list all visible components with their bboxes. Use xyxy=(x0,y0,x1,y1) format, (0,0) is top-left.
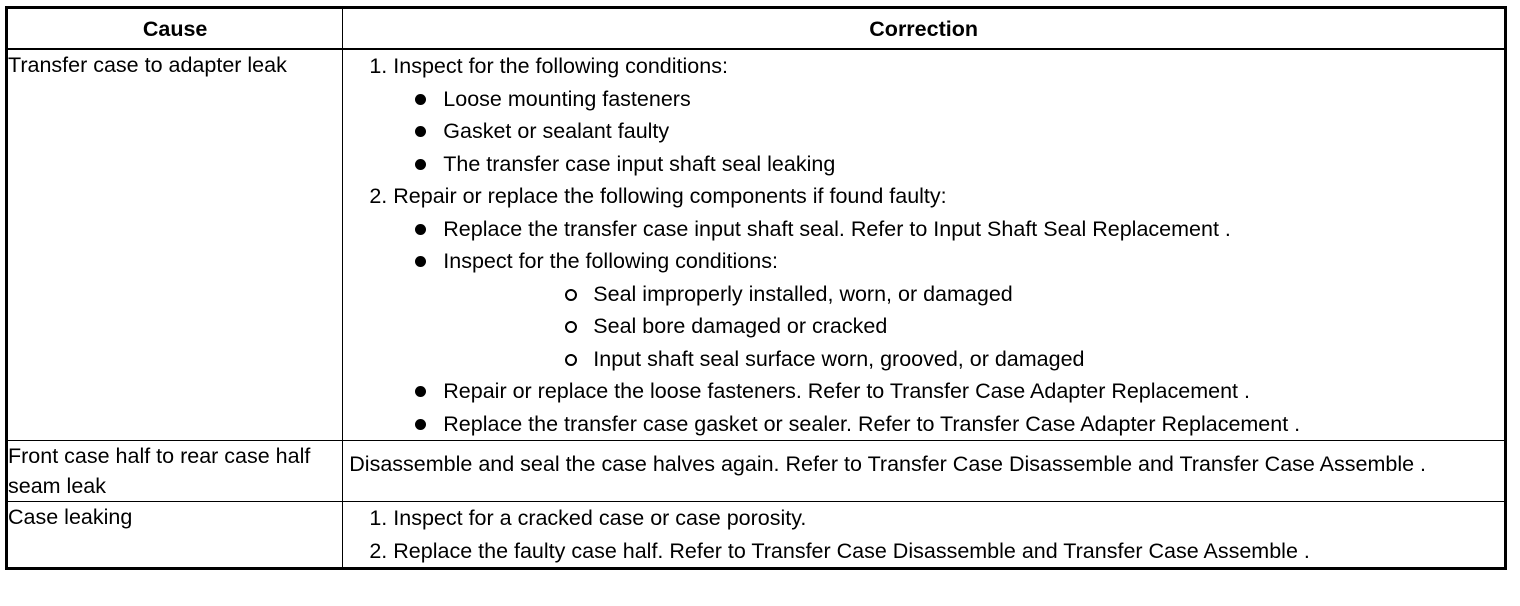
sub-bullet-text: Seal bore damaged or cracked xyxy=(593,314,888,338)
step-text: Repair or replace the following components if found faulty: xyxy=(393,184,947,208)
filled-bullet-icon xyxy=(415,419,426,430)
sub-bullet-text: Seal improperly installed, worn, or damaged xyxy=(593,281,1013,306)
sub-bullet-text: Input shaft seal surface worn, grooved, or damaged xyxy=(593,346,1085,371)
diagnostic-table xyxy=(5,6,1507,570)
bullet-item xyxy=(343,245,1504,375)
step-text: Replace the faulty case half. Refer to Transfer Case Disassemble and Transfer Case Assemble . xyxy=(393,538,1310,563)
step-number: 2. xyxy=(369,184,388,208)
bullet-text: Inspect for the following conditions: xyxy=(443,249,778,273)
bullet-text: Replace the transfer case gasket or sealer. Refer to Transfer Case Adapter Replacement . xyxy=(443,411,1301,436)
cause-cell: Case leaking xyxy=(7,502,343,569)
filled-bullet-icon xyxy=(415,224,426,235)
cause-cell: Front case half to rear case half seam leak xyxy=(7,441,343,502)
cause-column-header: Cause xyxy=(7,8,343,50)
correction-column-header: Correction xyxy=(343,8,1506,50)
filled-bullet-icon xyxy=(415,126,426,137)
hollow-bullet-icon xyxy=(565,321,577,333)
bullet-list xyxy=(343,213,1504,441)
filled-bullet-icon xyxy=(415,94,426,105)
bullet-item xyxy=(343,115,1504,148)
bullet-item xyxy=(343,213,1504,246)
step-item xyxy=(343,180,1504,213)
table-row xyxy=(7,49,1506,441)
bullet-list xyxy=(343,83,1504,181)
bullet-text: Replace the transfer case input shaft seal. Refer to Input Shaft Seal Replacement . xyxy=(443,216,1231,241)
step-item xyxy=(343,50,1504,83)
correction-cell xyxy=(343,502,1506,569)
sub-bullet-item xyxy=(443,278,1504,311)
bullet-item xyxy=(343,83,1504,116)
step-number: 1. xyxy=(369,54,388,78)
bullet-text: Loose mounting fasteners xyxy=(443,86,691,111)
filled-bullet-icon xyxy=(415,159,426,170)
table-row xyxy=(7,441,1506,502)
bullet-text: The transfer case input shaft seal leaking xyxy=(443,151,836,176)
step-text: Inspect for a cracked case or case porosity. xyxy=(393,506,807,530)
bullet-text: Repair or replace the loose fasteners. Refer to Transfer Case Adapter Replacement . xyxy=(443,379,1250,403)
header-row xyxy=(7,8,1506,50)
table-row xyxy=(7,502,1506,569)
bullet-item xyxy=(343,148,1504,181)
correction-cell xyxy=(343,49,1506,441)
step-text: Inspect for the following conditions: xyxy=(393,54,728,78)
step-number: 1. xyxy=(369,506,388,530)
step-item xyxy=(343,535,1504,568)
sub-bullet-item xyxy=(443,310,1504,343)
step-item xyxy=(343,502,1504,535)
bullet-text: Gasket or sealant faulty xyxy=(443,119,670,143)
filled-bullet-icon xyxy=(415,386,426,397)
hollow-bullet-icon xyxy=(565,354,577,366)
bullet-item xyxy=(343,408,1504,441)
correction-cell: Disassemble and seal the case halves again. Refer to Transfer Case Disassemble and Transfer Case Assemble . xyxy=(343,441,1506,502)
sub-bullet-list xyxy=(443,278,1504,376)
filled-bullet-icon xyxy=(415,256,426,267)
cause-cell: Transfer case to adapter leak xyxy=(7,49,343,441)
step-number: 2. xyxy=(369,538,388,563)
bullet-item xyxy=(343,375,1504,408)
sub-bullet-item xyxy=(443,343,1504,376)
hollow-bullet-icon xyxy=(565,289,577,301)
